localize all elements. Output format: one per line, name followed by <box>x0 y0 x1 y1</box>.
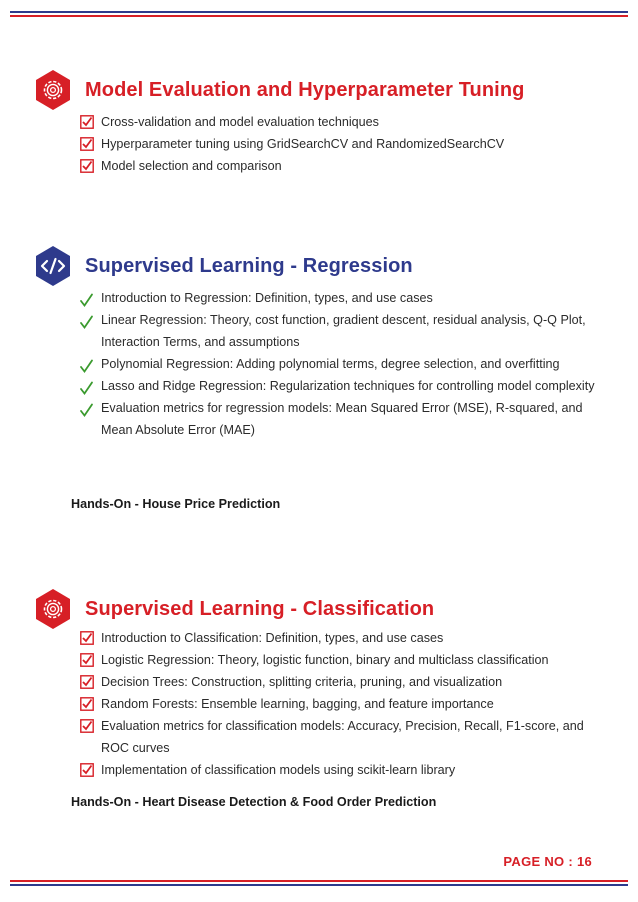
checkbox-checked-icon <box>80 137 94 151</box>
section-title: Model Evaluation and Hyperparameter Tuning <box>85 78 525 101</box>
bottom-double-rule <box>10 880 628 886</box>
list-item: Evaluation metrics for regression models: Mean Squared Error (MSE), R-squared, and Mean Absolute Error (MAE) <box>80 397 600 441</box>
checkmark-icon <box>79 381 94 396</box>
list-item: Lasso and Ridge Regression: Regularization techniques for controlling model complexity <box>80 375 600 397</box>
checkbox-checked-icon <box>80 697 94 711</box>
list-item: Implementation of classification models using scikit-learn library <box>80 759 600 781</box>
hands-on-label: Hands-On - House Price Prediction <box>71 497 281 511</box>
list-item: Linear Regression: Theory, cost function, gradient descent, residual analysis, Q-Q Plot, Interaction Terms, and assumptions <box>80 309 600 353</box>
checkbox-checked-icon <box>80 631 94 645</box>
topic-list <box>80 111 600 177</box>
gear-icon <box>35 70 71 110</box>
code-icon <box>35 246 71 286</box>
list-item: Model selection and comparison <box>80 155 600 177</box>
section-title: Supervised Learning - Regression <box>85 254 413 277</box>
list-item: Cross-validation and model evaluation techniques <box>80 111 600 133</box>
checkmark-icon <box>79 315 94 330</box>
checkmark-icon <box>79 403 94 418</box>
checkbox-checked-icon <box>80 763 94 777</box>
list-item: Polynomial Regression: Adding polynomial terms, degree selection, and overfitting <box>80 353 600 375</box>
checkmark-icon <box>79 359 94 374</box>
checkmark-icon <box>79 293 94 308</box>
hands-on-label: Hands-On - Heart Disease Detection & Food Order Prediction <box>71 795 437 809</box>
topic-list <box>80 627 600 781</box>
section-title: Supervised Learning - Classification <box>85 597 435 620</box>
top-double-rule <box>10 11 628 17</box>
gear-icon <box>35 589 71 629</box>
page-number <box>503 854 592 869</box>
list-item: Logistic Regression: Theory, logistic function, binary and multiclass classification <box>80 649 600 671</box>
list-item: Hyperparameter tuning using GridSearchCV and RandomizedSearchCV <box>80 133 600 155</box>
topic-list <box>80 287 600 441</box>
page-number-value: 16 <box>576 854 592 869</box>
list-item: Decision Trees: Construction, splitting criteria, pruning, and visualization <box>80 671 600 693</box>
checkbox-checked-icon <box>80 653 94 667</box>
checkbox-checked-icon <box>80 159 94 173</box>
checkbox-checked-icon <box>80 115 94 129</box>
list-item: Random Forests: Ensemble learning, bagging, and feature importance <box>80 693 600 715</box>
page-number-label: PAGE NO : <box>503 854 574 869</box>
checkbox-checked-icon <box>80 719 94 733</box>
list-item: Introduction to Regression: Definition, types, and use cases <box>80 287 600 309</box>
checkbox-checked-icon <box>80 675 94 689</box>
list-item: Introduction to Classification: Definition, types, and use cases <box>80 627 600 649</box>
list-item: Evaluation metrics for classification models: Accuracy, Precision, Recall, F1-score, and ROC curves <box>80 715 600 759</box>
